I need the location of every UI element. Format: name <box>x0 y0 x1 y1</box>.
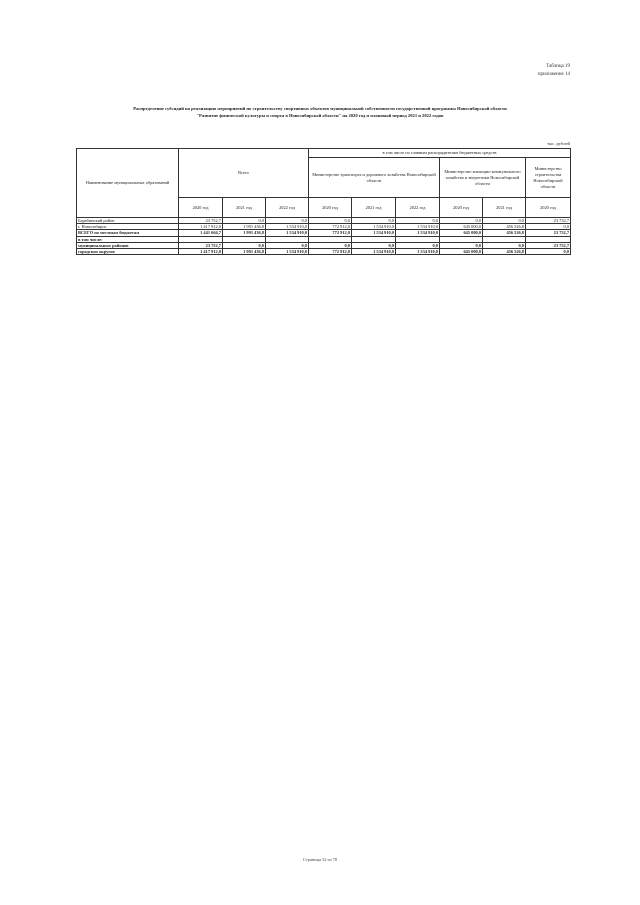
row-value: 456 526,8 <box>483 224 526 230</box>
units-label: тыс. рублей <box>547 141 570 146</box>
row-value: 1 534 910,0 <box>352 224 396 230</box>
header-year: 2021 год <box>223 198 266 218</box>
row-value: 0,0 <box>352 218 396 224</box>
header-by-admin: в том числе по главным распорядителям бюджетных средств <box>309 149 571 158</box>
table-row <box>77 248 571 254</box>
header-total: Всего <box>179 149 309 198</box>
header-admin-housing: Министерство жилищно-коммунального хозяйства и энергетики Новосибирской области <box>440 158 526 198</box>
header-year: 2021 год <box>483 198 526 218</box>
row-value: 1 991 436,8 <box>223 248 266 254</box>
table-number: Таблица 19 <box>546 64 570 69</box>
document-title <box>78 105 562 119</box>
header-year: 2020 год <box>440 198 483 218</box>
row-value: 0,0 <box>440 218 483 224</box>
row-value: 1 534 910,0 <box>266 230 309 236</box>
row-value: 1 991 436,8 <box>223 230 266 236</box>
row-value: 1 534 910,0 <box>352 230 396 236</box>
row-value: 772 912,0 <box>309 224 352 230</box>
table-reference <box>538 63 570 79</box>
row-value: 1 534 910,0 <box>266 224 309 230</box>
row-value: 1 991 436,8 <box>223 224 266 230</box>
row-name: в том числе: <box>77 236 179 242</box>
row-name: Барабинский район <box>77 218 179 224</box>
row-name: ВСЕГО по местным бюджетам <box>77 230 179 236</box>
page-footer: Страница 52 из 78 <box>302 857 338 862</box>
title-line-2: "Развитие физической культуры и спорта в Новосибирской области" на 2020 год и плановый период 2021 и 2022 годов <box>196 113 444 118</box>
row-value: 0,0 <box>526 224 571 230</box>
row-value: 0,0 <box>266 218 309 224</box>
row-value: 0,0 <box>223 218 266 224</box>
row-value: 0,0 <box>483 242 526 248</box>
row-value: 0,0 <box>309 242 352 248</box>
row-value: 645 000,0 <box>440 224 483 230</box>
row-value: 645 000,0 <box>440 248 483 254</box>
row-value: 23 752,7 <box>179 242 223 248</box>
header-name: Наименование муниципальных образований <box>77 149 179 218</box>
row-value: 0,0 <box>526 248 571 254</box>
row-name: муниципальных районов <box>77 242 179 248</box>
row-value: 0,0 <box>396 218 440 224</box>
row-value: 23 752,7 <box>179 218 223 224</box>
row-value: 645 000,0 <box>440 230 483 236</box>
row-value: 772 912,0 <box>309 230 352 236</box>
row-value: 0,0 <box>396 242 440 248</box>
row-value: 1 534 910,0 <box>396 230 440 236</box>
row-value: 1 534 910,0 <box>396 248 440 254</box>
row-value: 0,0 <box>266 242 309 248</box>
row-name: городских округов <box>77 248 179 254</box>
header-year: 2022 год <box>396 198 440 218</box>
row-value: 1 417 912,0 <box>179 224 223 230</box>
row-value: 456 526,8 <box>483 248 526 254</box>
row-value: 1 417 912,0 <box>179 248 223 254</box>
row-value: 456 526,8 <box>483 230 526 236</box>
header-year: 2020 год <box>309 198 352 218</box>
row-value: 772 912,0 <box>309 248 352 254</box>
header-year: 2021 год <box>352 198 396 218</box>
row-value: 1 534 910,0 <box>266 248 309 254</box>
row-value: 1 534 910,0 <box>396 224 440 230</box>
row-name: г. Новосибирск <box>77 224 179 230</box>
header-year: 2020 год <box>179 198 223 218</box>
row-value: 0,0 <box>483 218 526 224</box>
row-value: 0,0 <box>352 242 396 248</box>
row-value: 23 752,7 <box>526 242 571 248</box>
header-year: 2022 год <box>266 198 309 218</box>
row-value: 0,0 <box>223 242 266 248</box>
title-line-1: Распределение субсидий на реализацию мероприятий по строительству спортивных объектов муниципальной собственности государственной программы Новосибирской области <box>133 106 507 111</box>
row-value: 23 752,7 <box>526 230 571 236</box>
row-value: 1 534 910,0 <box>352 248 396 254</box>
header-year: 2020 год <box>526 198 571 218</box>
row-value: 23 752,7 <box>526 218 571 224</box>
row-value: 0,0 <box>440 242 483 248</box>
row-value: 0,0 <box>309 218 352 224</box>
header-admin-construction: Министерство строительства Новосибирской области <box>526 158 571 198</box>
subsidy-table <box>76 148 571 255</box>
header-admin-transport: Министерство транспорта и дорожного хозяйства Новосибирской области <box>309 158 440 198</box>
row-value: 1 441 664,7 <box>179 230 223 236</box>
appendix-label: приложение 14 <box>537 72 570 77</box>
